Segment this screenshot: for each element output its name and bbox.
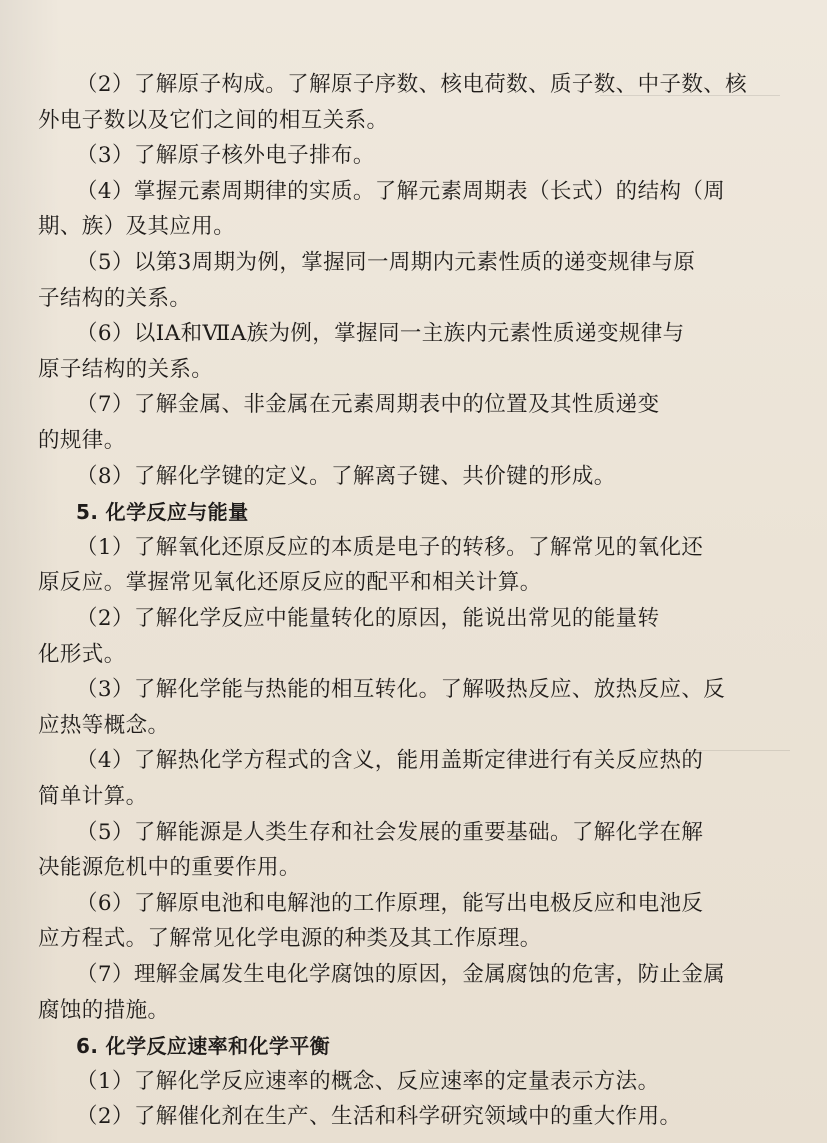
section-heading: 5. 化学反应与能量 [76, 500, 249, 525]
text-line: （5）了解能源是人类生存和社会发展的重要基础。了解化学在解 [76, 819, 704, 845]
text-line: （2）了解原子构成。了解原子序数、核电荷数、质子数、中子数、核 [76, 72, 748, 97]
text-line: （4）了解热化学方程式的含义，能用盖斯定律进行有关反应热的 [76, 748, 704, 774]
text-line: （4）掌握元素周期律的实质。了解元素周期表（长式）的结构（周 [76, 178, 726, 204]
text-line: 期、族）及其应用。 [38, 214, 236, 240]
text-line: （6）以ⅠA和ⅦA族为例，掌握同一主族内元素性质递变规律与 [76, 321, 685, 347]
text-line: 原反应。掌握常见氧化还原反应的配平和相关计算。 [38, 570, 542, 596]
text-line: （6）了解原电池和电解池的工作原理，能写出电极反应和电池反 [76, 890, 704, 916]
text-line: （7）了解金属、非金属在元素周期表中的位置及其性质递变 [76, 392, 660, 418]
text-line: （1）了解氧化还原反应的本质是电子的转移。了解常见的氧化还 [76, 534, 704, 560]
text-line: 化形式。 [38, 641, 126, 667]
text-line: 应方程式。了解常见化学电源的种类及其工作原理。 [38, 926, 542, 952]
text-line: （8）了解化学键的定义。了解离子键、共价键的形成。 [76, 463, 616, 489]
text-line: 的规律。 [38, 428, 126, 453]
text-line: （3）了解化学能与热能的相互转化。了解吸热反应、放热反应、反 [76, 677, 726, 703]
text-line: （1）了解化学反应速率的概念、反应速率的定量表示方法。 [76, 1068, 660, 1094]
text-line: （2）了解催化剂在生产、生活和科学研究领域中的重大作用。 [76, 1104, 682, 1130]
text-line: （2）了解化学反应中能量转化的原因，能说出常见的能量转 [76, 606, 660, 631]
text-line: 外电子数以及它们之间的相互关系。 [38, 107, 389, 133]
text-line: 应热等概念。 [38, 712, 170, 738]
text-line: 决能源危机中的重要作用。 [38, 855, 301, 881]
text-line: 简单计算。 [38, 784, 148, 809]
text-line: （3）了解原子核外电子排布。 [76, 143, 375, 169]
text-line: 原子结构的关系。 [38, 356, 214, 382]
text-line: （5）以第3周期为例，掌握同一周期内元素性质的递变规律与原 [76, 250, 696, 275]
section-heading: 6. 化学反应速率和化学平衡 [76, 1034, 331, 1059]
text-line: （7）理解金属发生电化学腐蚀的原因，金属腐蚀的危害，防止金属 [76, 962, 726, 987]
text-line: 子结构的关系。 [38, 285, 192, 311]
text-line: 腐蚀的措施。 [38, 997, 170, 1023]
